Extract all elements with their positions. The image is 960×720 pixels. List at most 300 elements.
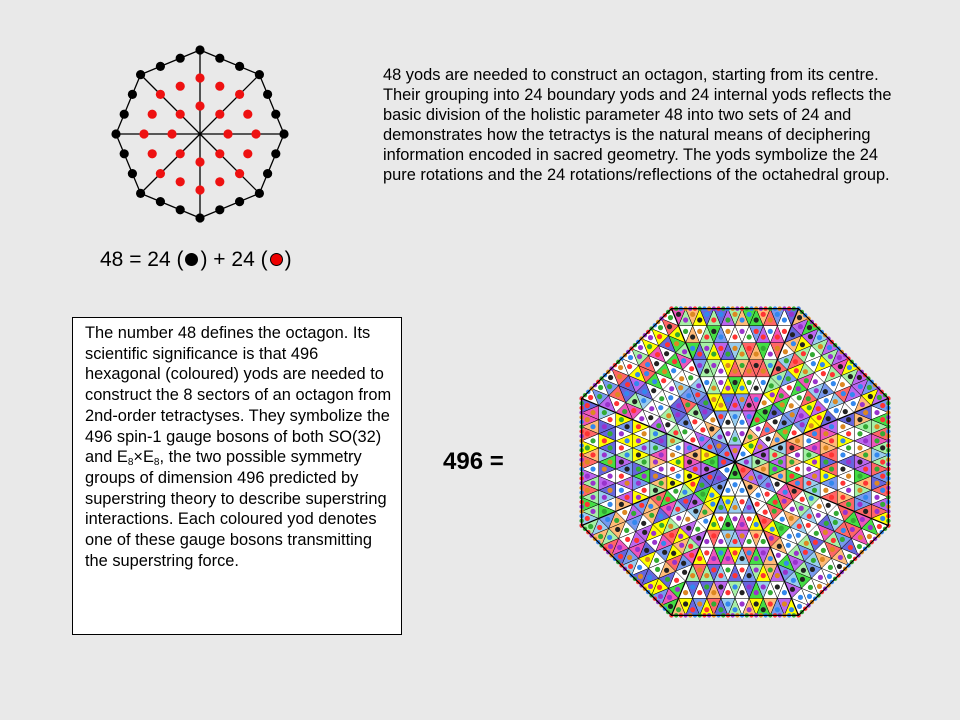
hexagonal-yod bbox=[641, 521, 646, 526]
hexagonal-yod bbox=[666, 413, 671, 418]
hexagonal-yod bbox=[725, 351, 730, 356]
hexagonal-yod bbox=[732, 516, 737, 521]
hexagonal-yod bbox=[683, 329, 688, 334]
hexagonal-yod bbox=[863, 495, 868, 500]
hexagonal-yod bbox=[747, 573, 752, 578]
hexagonal-yod bbox=[669, 386, 674, 391]
hexagonal-yod bbox=[682, 349, 687, 354]
hexagonal-yod bbox=[786, 376, 791, 381]
hexagonal-yod bbox=[794, 551, 799, 556]
hexagonal-yod bbox=[780, 402, 785, 407]
hexagonal-yod bbox=[768, 351, 773, 356]
hexagonal-yod bbox=[699, 483, 704, 488]
hexagonal-yod bbox=[833, 520, 838, 525]
intro-paragraph: 48 yods are needed to construct an octagon, starting from its centre. Their grouping into 24 boundary yods and 24 internal yods reflects the basic division of the holistic parameter 48 into two sets of 24 and demonstrates how the tetractys is the natural means of deciphering information encoded in sacred geometry. The yods symbolize the 24 pure rotations and the 24 rotations/reflections of the octahedral group. bbox=[383, 66, 892, 184]
hexagonal-yod bbox=[585, 516, 590, 521]
hexagonal-yod bbox=[624, 391, 629, 396]
hexagonal-yod bbox=[790, 412, 795, 417]
hexagonal-yod bbox=[740, 467, 745, 472]
hexagonal-yod bbox=[711, 351, 716, 356]
hexagonal-yod bbox=[597, 394, 602, 399]
hexagonal-yod bbox=[775, 482, 780, 487]
hexagonal-yod bbox=[675, 412, 680, 417]
hexagonal-yod bbox=[739, 556, 744, 561]
hexagonal-yod bbox=[732, 584, 737, 589]
hexagonal-yod bbox=[725, 363, 730, 368]
hexagonal-yod bbox=[624, 528, 629, 533]
hexagonal-yod bbox=[716, 475, 721, 480]
hexagonal-yod bbox=[624, 452, 629, 457]
hexagonal-yod bbox=[782, 601, 787, 606]
hexagonal-yod bbox=[782, 499, 787, 504]
boundary-yod bbox=[215, 54, 224, 63]
hexagonal-yod bbox=[773, 419, 778, 424]
hexagonal-yod bbox=[585, 445, 590, 450]
hexagonal-yod bbox=[793, 560, 798, 565]
yod-count-equation bbox=[100, 248, 292, 272]
hexagonal-yod bbox=[664, 568, 669, 573]
octagon-edge bbox=[259, 75, 284, 134]
hexagonal-yod bbox=[676, 607, 681, 612]
hexagonal-yod bbox=[826, 503, 831, 508]
hexagonal-yod bbox=[846, 488, 851, 493]
hexagonal-yod bbox=[795, 438, 800, 443]
boundary-yod bbox=[215, 205, 224, 214]
hexagonal-yod bbox=[622, 510, 627, 515]
hexagonal-yod bbox=[806, 396, 811, 401]
hexagonal-yod bbox=[634, 381, 639, 386]
hexagonal-yod bbox=[804, 541, 809, 546]
hexagonal-yod bbox=[772, 466, 777, 471]
hexagonal-yod bbox=[642, 459, 647, 464]
hexagonal-yod bbox=[693, 410, 698, 415]
hexagonal-yod bbox=[775, 584, 780, 589]
hexagonal-yod bbox=[818, 344, 823, 349]
hexagonal-yod bbox=[704, 607, 709, 612]
hexagonal-yod bbox=[846, 445, 851, 450]
hexagonal-yod bbox=[614, 518, 619, 523]
hexagonal-yod bbox=[747, 334, 752, 339]
hexagonal-yod bbox=[779, 526, 784, 531]
hexagonal-yod bbox=[721, 459, 726, 464]
hexagonal-yod bbox=[702, 409, 707, 414]
hexagonal-yod bbox=[668, 395, 673, 400]
hexagonal-yod bbox=[739, 397, 744, 402]
hexagonal-yod bbox=[797, 604, 802, 609]
hexagonal-yod bbox=[654, 361, 659, 366]
hexagonal-yod bbox=[635, 547, 640, 552]
hexagonal-yod bbox=[799, 506, 804, 511]
boundary-yod bbox=[195, 45, 204, 54]
so-group-dimension: (32) bbox=[352, 427, 382, 446]
hexagonal-yod bbox=[772, 410, 777, 415]
hexagonal-yod bbox=[761, 607, 766, 612]
hexagonal-yod bbox=[688, 544, 693, 549]
hexagonal-yod bbox=[661, 378, 666, 383]
hexagonal-yod bbox=[665, 497, 670, 502]
hexagonal-yod bbox=[840, 382, 845, 387]
hexagonal-yod bbox=[704, 312, 709, 317]
hexagonal-yod bbox=[770, 527, 775, 532]
boundary-yod bbox=[136, 189, 145, 198]
hexagonal-yod bbox=[761, 452, 766, 457]
internal-yod bbox=[215, 110, 224, 119]
hexagonal-yod bbox=[833, 399, 838, 404]
hexagonal-yod bbox=[687, 445, 692, 450]
hexagonal-yod bbox=[787, 534, 792, 539]
hexagonal-yod bbox=[800, 577, 805, 582]
hexagonal-yod bbox=[732, 403, 737, 408]
hexagonal-yod bbox=[748, 443, 753, 448]
hexagonal-yod bbox=[711, 317, 716, 322]
hexagonal-yod bbox=[685, 517, 690, 522]
hexagonal-yod bbox=[670, 452, 675, 457]
hexagonal-yod bbox=[747, 484, 752, 489]
hexagonal-yod bbox=[739, 533, 744, 538]
hexagonal-yod bbox=[747, 403, 752, 408]
hexagonal-yod bbox=[690, 312, 695, 317]
internal-yod bbox=[139, 129, 148, 138]
hexagonal-yod bbox=[624, 424, 629, 429]
hexagonal-yod bbox=[618, 554, 623, 559]
hexagonal-yod bbox=[807, 514, 812, 519]
hexagonal-yod bbox=[840, 481, 845, 486]
hexagonal-yod bbox=[754, 351, 759, 356]
hexagonal-yod bbox=[696, 536, 701, 541]
hexagonal-yod bbox=[880, 474, 885, 479]
boundary-yod bbox=[120, 110, 129, 119]
hexagonal-yod bbox=[830, 547, 835, 552]
hexagonal-yod bbox=[841, 528, 846, 533]
hexagonal-yod bbox=[754, 601, 759, 606]
hexagonal-yod bbox=[843, 510, 848, 515]
hexagonal-yod bbox=[725, 522, 730, 527]
hexagonal-yod bbox=[608, 375, 613, 380]
octagon-edge bbox=[116, 75, 141, 134]
internal-yod bbox=[195, 185, 204, 194]
hexagonal-yod bbox=[669, 533, 674, 538]
hexagonal-yod bbox=[732, 607, 737, 612]
e8-subscript-1: 8 bbox=[127, 457, 134, 469]
hexagonal-yod bbox=[672, 359, 677, 364]
boundary-yod bbox=[120, 149, 129, 158]
hexagonal-yod bbox=[676, 516, 681, 521]
hexagonal-yod bbox=[740, 451, 745, 456]
hexagonal-yod bbox=[636, 481, 641, 486]
hexagonal-yod bbox=[682, 570, 687, 575]
hexagonal-yod bbox=[692, 500, 697, 505]
hexagonal-yod bbox=[829, 424, 834, 429]
hexagonal-yod bbox=[747, 414, 752, 419]
hexagonal-yod bbox=[725, 386, 730, 391]
hexagonal-yod bbox=[860, 402, 865, 407]
hexagonal-yod bbox=[821, 371, 826, 376]
hexagonal-yod bbox=[653, 431, 658, 436]
hexagonal-yod bbox=[801, 351, 806, 356]
hexagonal-yod bbox=[732, 505, 737, 510]
hexagonal-yod bbox=[639, 503, 644, 508]
octagon-edge bbox=[200, 50, 259, 75]
hexagonal-yod bbox=[829, 466, 834, 471]
hexagonal-yod bbox=[683, 317, 688, 322]
hexagonal-yod bbox=[857, 459, 862, 464]
hexagonal-yod bbox=[718, 403, 723, 408]
hexagonal-yod bbox=[828, 354, 833, 359]
hexagonal-yod bbox=[812, 488, 817, 493]
hexagonal-yod bbox=[619, 445, 624, 450]
hexagonal-yod bbox=[747, 346, 752, 351]
hexagonal-yod bbox=[607, 488, 612, 493]
hexagonal-yod bbox=[880, 431, 885, 436]
boundary-yod bbox=[176, 54, 185, 63]
hexagonal-yod bbox=[717, 484, 722, 489]
hexagonal-yod bbox=[775, 437, 780, 442]
hexagonal-yod bbox=[693, 509, 698, 514]
hexagonal-yod bbox=[672, 560, 677, 565]
hexagonal-yod bbox=[648, 415, 653, 420]
hexagonal-yod bbox=[784, 561, 789, 566]
hexagonal-yod bbox=[597, 525, 602, 530]
internal-yod bbox=[243, 149, 252, 158]
hexagonal-yod bbox=[732, 550, 737, 555]
octagon-edge bbox=[116, 134, 141, 193]
hexagonal-yod bbox=[775, 573, 780, 578]
hexagonal-yod bbox=[690, 573, 695, 578]
hexagonal-yod bbox=[768, 329, 773, 334]
hexagonal-yod bbox=[732, 437, 737, 442]
hexagonal-yod bbox=[585, 502, 590, 507]
hexagonal-yod bbox=[840, 466, 845, 471]
hexagonal-yod bbox=[605, 517, 610, 522]
hexagonal-yod bbox=[840, 452, 845, 457]
hexagonal-yod bbox=[808, 334, 813, 339]
box-text-part1: The number 48 defines the octagon. Its scientific significance is that 496 hexagonal (coloured) yods are needed to construct the 8 sectors of an octagon from 2nd-order tetractyses. They symbolize the 496 spin-1 gauge bosons of both bbox=[85, 324, 392, 446]
hexagonal-yod bbox=[653, 459, 658, 464]
hexagonal-yod bbox=[656, 423, 661, 428]
hexagonal-yod bbox=[718, 380, 723, 385]
hexagonal-yod bbox=[860, 517, 865, 522]
hexagonal-yod bbox=[812, 474, 817, 479]
hexagonal-yod bbox=[778, 459, 783, 464]
hexagonal-yod bbox=[837, 564, 842, 569]
hexagonal-yod bbox=[850, 527, 855, 532]
hexagonal-yod bbox=[647, 344, 652, 349]
hexagonal-yod bbox=[664, 351, 669, 356]
hexagonal-yod bbox=[655, 567, 660, 572]
hexagonal-yod bbox=[823, 389, 828, 394]
hexagonal-yod bbox=[858, 384, 863, 389]
hexagonal-yod bbox=[732, 346, 737, 351]
hexagonal-yod bbox=[739, 329, 744, 334]
hexagonal-yod bbox=[659, 481, 664, 486]
hexagonal-yod bbox=[817, 335, 822, 340]
hexagonal-yod bbox=[607, 459, 612, 464]
hexagonal-yod bbox=[801, 568, 806, 573]
hexagonal-yod bbox=[657, 585, 662, 590]
hexagonal-yod bbox=[585, 474, 590, 479]
hexagonal-yod bbox=[754, 556, 759, 561]
octagon-spoke bbox=[141, 75, 200, 134]
hexagonal-yod bbox=[823, 488, 828, 493]
octagon-spoke bbox=[141, 134, 200, 193]
hexagonal-yod bbox=[653, 445, 658, 450]
hexagonal-yod bbox=[635, 372, 640, 377]
hexagonal-yod bbox=[739, 386, 744, 391]
hexagonal-yod bbox=[636, 466, 641, 471]
hexagonal-yod bbox=[590, 424, 595, 429]
hexagonal-yod bbox=[792, 489, 797, 494]
hexagonal-yod bbox=[880, 502, 885, 507]
hexagonal-yod bbox=[711, 397, 716, 402]
hexagonal-yod bbox=[761, 584, 766, 589]
hexagonal-yod bbox=[789, 516, 794, 521]
hexagonal-yod bbox=[711, 522, 716, 527]
internal-yod bbox=[176, 149, 185, 158]
hexagonal-yod bbox=[846, 459, 851, 464]
hexagonal-yod bbox=[648, 335, 653, 340]
hexagonal-yod bbox=[747, 380, 752, 385]
hexagonal-yod bbox=[590, 466, 595, 471]
hexagonal-yod bbox=[649, 513, 654, 518]
hexagonal-yod bbox=[655, 352, 660, 357]
hexagonal-yod bbox=[782, 317, 787, 322]
hexagonal-yod bbox=[762, 519, 767, 524]
hexagonal-yod bbox=[631, 511, 636, 516]
hexagonal-yod bbox=[590, 410, 595, 415]
hexagonal-yod bbox=[783, 349, 788, 354]
hexagonal-yod bbox=[813, 540, 818, 545]
hexagonal-yod bbox=[590, 438, 595, 443]
hexagonal-yod bbox=[724, 451, 729, 456]
hexagonal-yod bbox=[602, 438, 607, 443]
hexagonal-yod bbox=[868, 525, 873, 530]
hexagonal-yod bbox=[823, 459, 828, 464]
hexagonal-yod bbox=[846, 474, 851, 479]
hexagonal-yod bbox=[780, 517, 785, 522]
hexagonal-yod bbox=[768, 590, 773, 595]
hexagonal-yod bbox=[772, 452, 777, 457]
hexagonal-yod bbox=[674, 578, 679, 583]
hexagonal-yod bbox=[857, 375, 862, 380]
hexagonal-yod bbox=[744, 459, 749, 464]
hexagonal-yod bbox=[602, 410, 607, 415]
hexagonal-yod bbox=[827, 574, 832, 579]
hexagonal-yod bbox=[790, 587, 795, 592]
hexagonal-yod bbox=[651, 531, 656, 536]
hexagonal-yod bbox=[628, 355, 633, 360]
hexagonal-yod bbox=[718, 550, 723, 555]
hexagonal-yod bbox=[637, 354, 642, 359]
hexagonal-yod bbox=[639, 416, 644, 421]
hexagonal-yod bbox=[817, 415, 822, 420]
hexagonal-yod bbox=[814, 531, 819, 536]
hexagonal-yod bbox=[711, 329, 716, 334]
hexagonal-yod bbox=[806, 523, 811, 528]
hexagonal-yod bbox=[732, 334, 737, 339]
hexagonal-yod bbox=[782, 329, 787, 334]
hexagonal-yod bbox=[770, 392, 775, 397]
hexagonal-yod bbox=[857, 544, 862, 549]
hexagonal-yod bbox=[841, 391, 846, 396]
hexagonal-yod bbox=[807, 325, 812, 330]
hexagonal-yod bbox=[796, 533, 801, 538]
hexagonal-yod bbox=[824, 398, 829, 403]
hexagonal-yod bbox=[795, 466, 800, 471]
hexagonal-yod bbox=[848, 374, 853, 379]
hexagonal-yod bbox=[800, 342, 805, 347]
hexagonal-yod bbox=[704, 334, 709, 339]
hexagonal-yod bbox=[834, 511, 839, 516]
hexagonal-yod bbox=[857, 502, 862, 507]
hexagonal-yod bbox=[850, 392, 855, 397]
hexagonal-yod bbox=[695, 392, 700, 397]
hexagonal-yod bbox=[761, 369, 766, 374]
hexagonal-yod bbox=[867, 534, 872, 539]
hexagonal-yod bbox=[754, 567, 759, 572]
boundary-yod bbox=[235, 197, 244, 206]
hexagonal-yod bbox=[717, 434, 722, 439]
hexagonal-yod bbox=[789, 459, 794, 464]
hexagonal-yod bbox=[585, 431, 590, 436]
hexagonal-yod bbox=[829, 481, 834, 486]
hexagonal-yod bbox=[693, 466, 698, 471]
hexagonal-yod bbox=[823, 474, 828, 479]
hexagonal-yod bbox=[812, 445, 817, 450]
hexagonal-yod bbox=[704, 380, 709, 385]
hexagonal-yod bbox=[768, 317, 773, 322]
hexagonal-yod bbox=[602, 509, 607, 514]
hexagonal-yod bbox=[755, 502, 760, 507]
hexagonal-yod bbox=[704, 466, 709, 471]
hexagonal-yod bbox=[607, 384, 612, 389]
hexagonal-yod bbox=[693, 452, 698, 457]
hexagonal-yod bbox=[642, 431, 647, 436]
hexagonal-yod bbox=[678, 385, 683, 390]
hexagonal-yod bbox=[676, 474, 681, 479]
hexagonal-yod bbox=[809, 496, 814, 501]
hexagonal-yod bbox=[718, 334, 723, 339]
hexagonal-yod bbox=[628, 564, 633, 569]
hexagonal-yod bbox=[809, 423, 814, 428]
hexagonal-yod bbox=[704, 550, 709, 555]
hexagonal-yod bbox=[667, 595, 672, 600]
internal-yod bbox=[215, 149, 224, 158]
hexagonal-yod bbox=[817, 584, 822, 589]
hexagonal-yod bbox=[645, 362, 650, 367]
hexagonal-yod bbox=[725, 488, 730, 493]
hexagonal-yod bbox=[704, 369, 709, 374]
internal-yod bbox=[215, 82, 224, 91]
internal-yod bbox=[195, 157, 204, 166]
hexagonal-yod bbox=[688, 375, 693, 380]
hexagonal-yod bbox=[766, 436, 771, 441]
hexagonal-yod bbox=[804, 378, 809, 383]
internal-yod bbox=[251, 129, 260, 138]
boundary-yod bbox=[235, 62, 244, 71]
hexagonal-yod bbox=[686, 526, 691, 531]
hexagonal-yod bbox=[608, 544, 613, 549]
hexagonal-yod bbox=[676, 459, 681, 464]
hexagonal-yod bbox=[784, 358, 789, 363]
hexagonal-yod bbox=[671, 368, 676, 373]
hexagonal-yod bbox=[798, 595, 803, 600]
boundary-yod bbox=[128, 90, 137, 99]
hexagonal-yod bbox=[711, 590, 716, 595]
hexagonal-yod bbox=[659, 452, 664, 457]
and-e-label: and E bbox=[85, 448, 128, 467]
hexagonal-yod bbox=[724, 467, 729, 472]
hexagonal-yod bbox=[614, 401, 619, 406]
